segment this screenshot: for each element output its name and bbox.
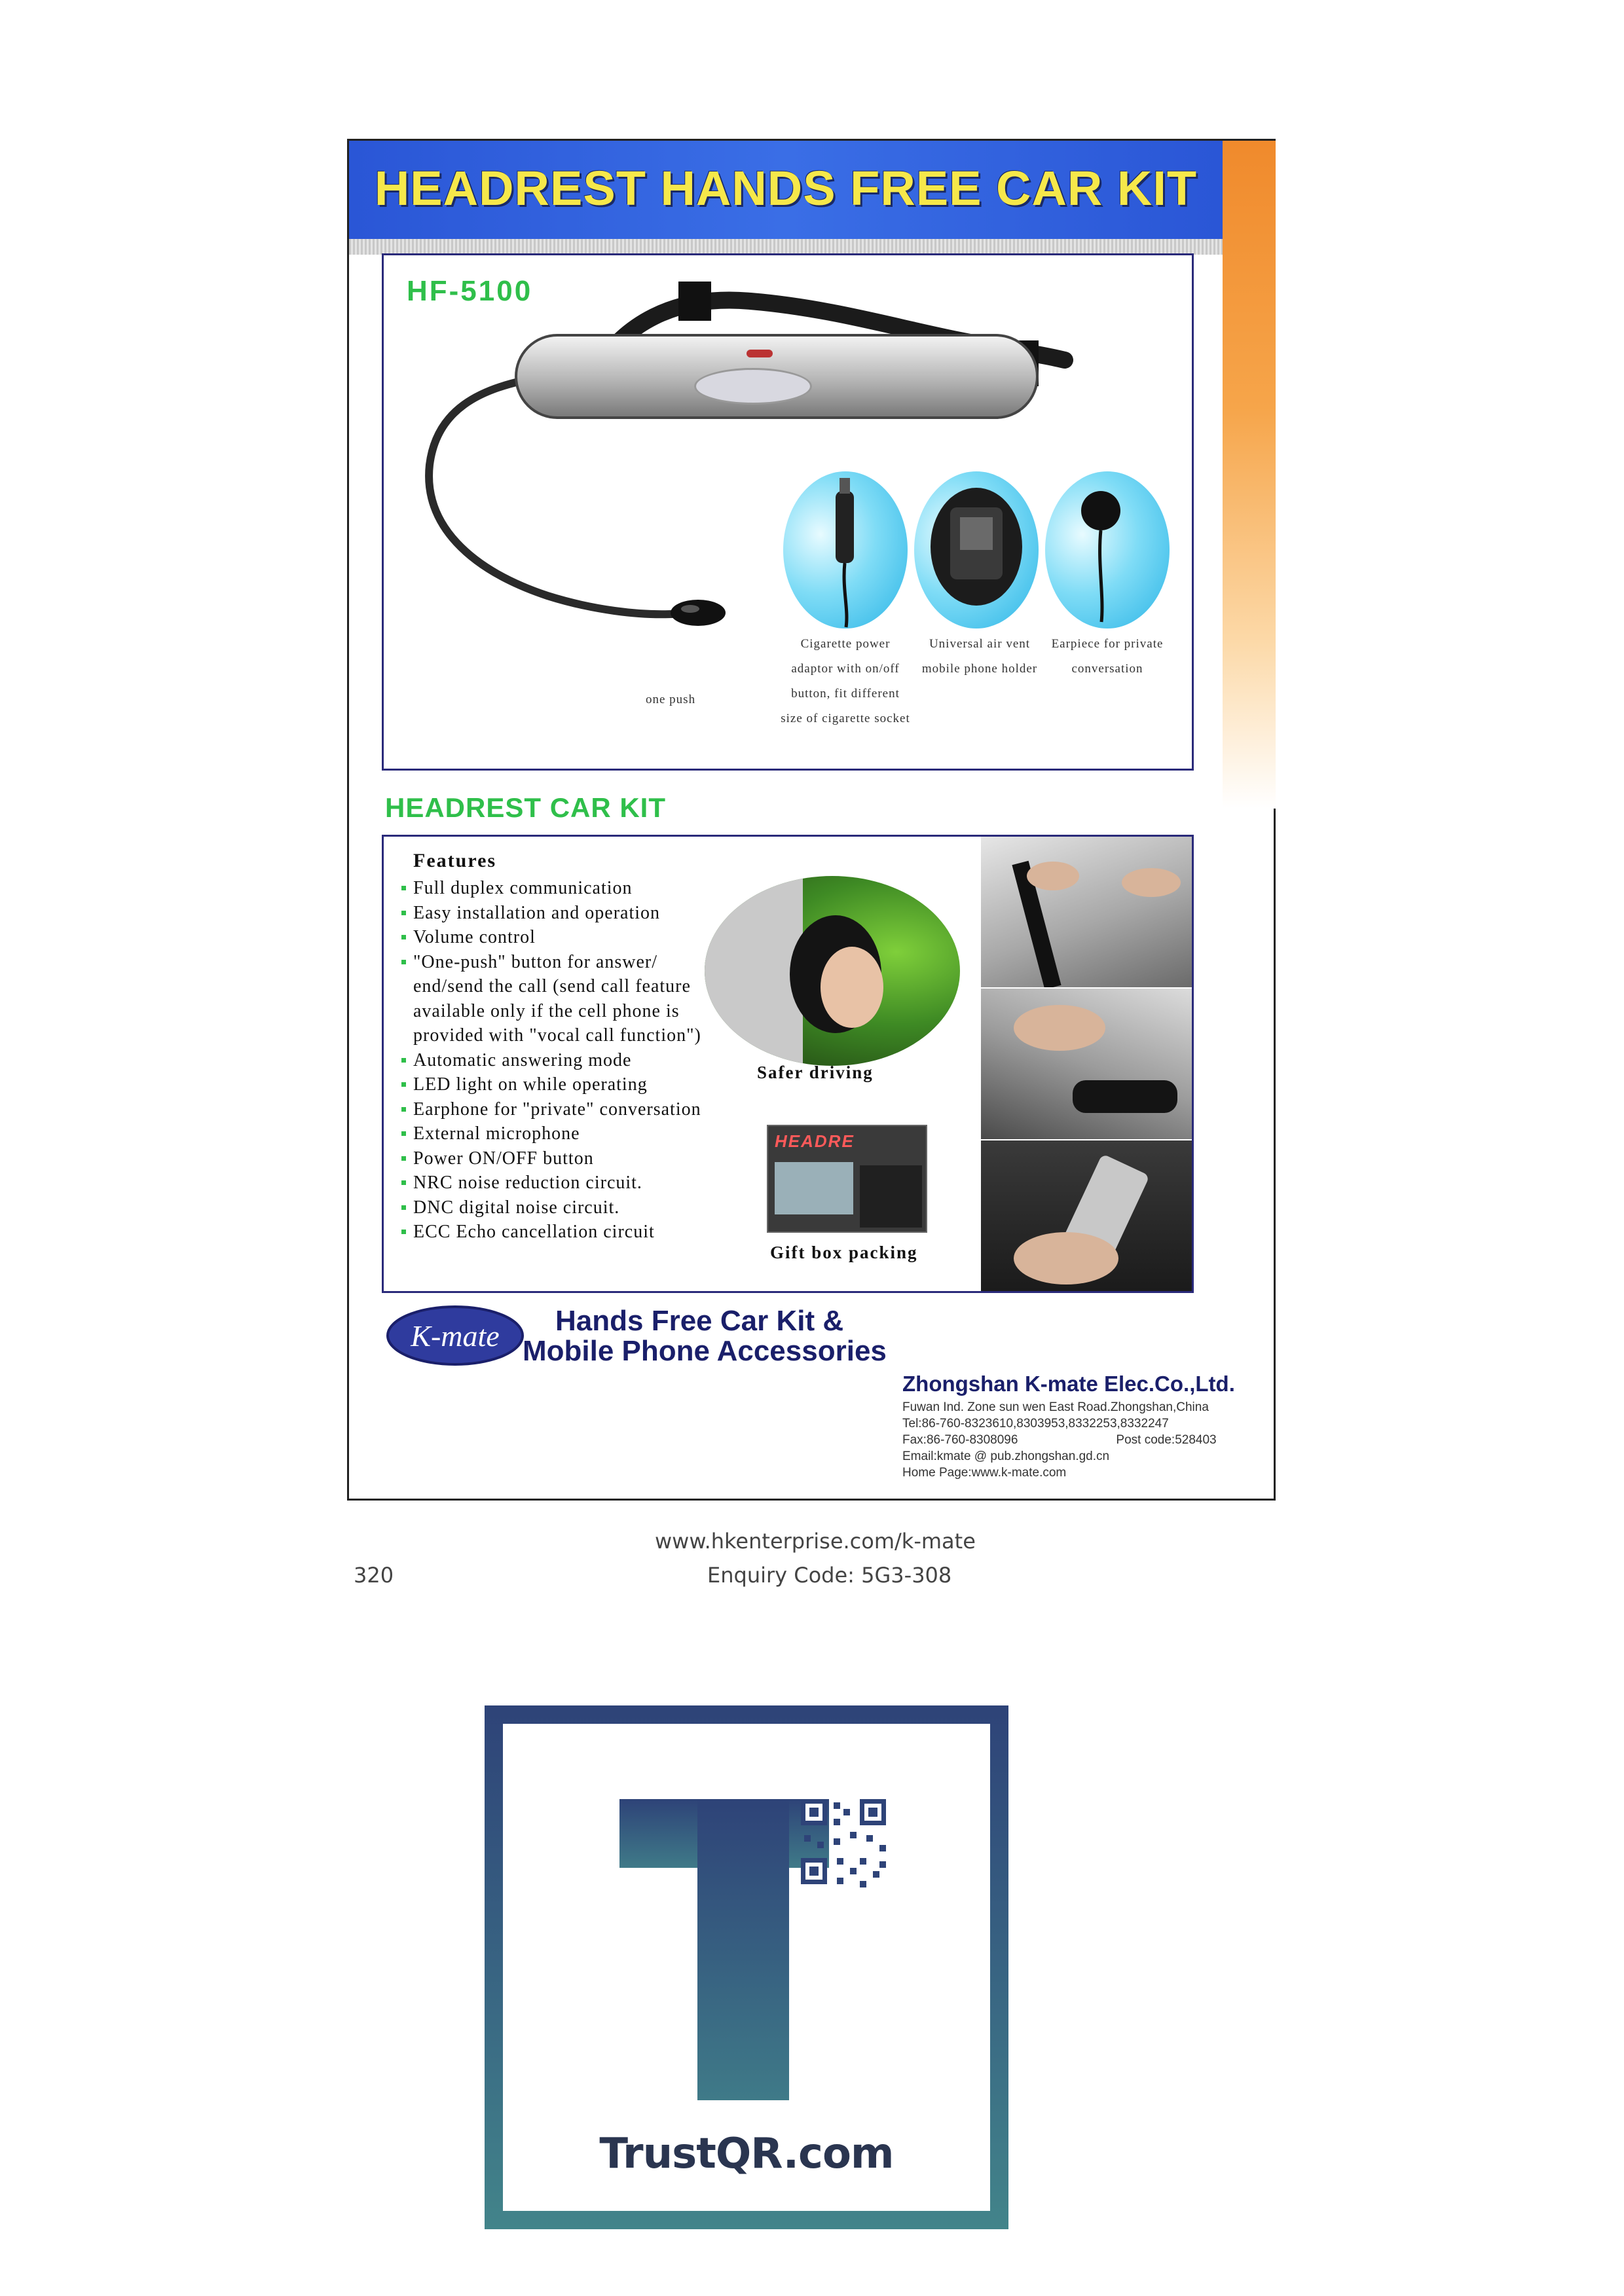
feature-item: ECC Echo cancellation circuit <box>400 1220 767 1245</box>
features-box <box>382 835 1194 1293</box>
company-email: Email:kmate @ pub.zhongshan.gd.cn <box>902 1449 1110 1463</box>
orange-side-stripe <box>1223 141 1276 809</box>
company-tagline: Hands Free Car Kit & Mobile Phone Accessories <box>523 1305 887 1367</box>
installation-photo-adaptor <box>981 989 1194 1139</box>
accessory-cigarette-adaptor <box>783 471 908 629</box>
cigarette-adaptor-icon <box>783 471 908 629</box>
company-homepage: Home Page:www.k-mate.com <box>902 1466 1067 1480</box>
one-push-label: one push <box>646 693 696 706</box>
trustqr-logo-icon <box>503 1724 990 2130</box>
feature-item: Power ON/OFF button <box>400 1146 767 1171</box>
page-number: 320 <box>354 1563 394 1588</box>
feature-item: Earphone for "private" conversation <box>400 1097 767 1122</box>
company-fax: Fax:86-760-8308096 <box>902 1433 1018 1447</box>
feature-item: "One-push" button for answer/ end/send the call (send call feature available only if the cell phone is provided with "vocal call function") <box>400 950 721 1048</box>
gift-box-label: HEADRE <box>775 1131 855 1151</box>
feature-list <box>400 876 767 1245</box>
enquiry-code: Enquiry Code: 5G3-308 <box>707 1563 952 1588</box>
features-title: Features <box>413 850 497 871</box>
accessory-phone-holder <box>914 471 1039 629</box>
trustqr-badge[interactable] <box>485 1705 1008 2229</box>
led-indicator <box>747 350 773 357</box>
feature-item: LED light on while operating <box>400 1072 767 1097</box>
feature-item: Volume control <box>400 925 767 950</box>
feature-item: External microphone <box>400 1121 767 1146</box>
phone-holder-icon <box>914 471 1039 629</box>
car-kit-device-image <box>515 334 1039 419</box>
model-number: HF-5100 <box>407 275 533 307</box>
company-name: Zhongshan K-mate Elec.Co.,Ltd. <box>902 1372 1235 1396</box>
product-box <box>382 253 1194 771</box>
driver-photo <box>705 876 960 1066</box>
advertisement <box>347 139 1276 1501</box>
accessory-earpiece <box>1045 471 1170 629</box>
svg-text:K-mate: K-mate <box>411 1319 500 1353</box>
feature-item: Easy installation and operation <box>400 901 767 926</box>
feature-item: Automatic answering mode <box>400 1048 767 1073</box>
safer-driving-caption: Safer driving <box>757 1063 874 1082</box>
speaker-grille <box>694 368 812 405</box>
earpiece-caption: Earpiece for private conversation <box>1051 637 1164 676</box>
banner-strip <box>349 239 1223 255</box>
feature-item: DNC digital noise circuit. <box>400 1195 767 1220</box>
phone-holder-caption: Universal air vent mobile phone holder <box>921 637 1038 676</box>
installation-photo-headrest <box>981 837 1194 987</box>
gift-box-caption: Gift box packing <box>770 1243 918 1262</box>
features-panel <box>400 850 767 1245</box>
k-mate-logo <box>385 1303 526 1368</box>
company-post-code: Post code:528403 <box>1116 1433 1217 1447</box>
section-title: HEADREST CAR KIT <box>385 792 667 823</box>
company-tel: Tel:86-760-8323610,8303953,8332253,8332247 <box>902 1417 1169 1430</box>
cigarette-adaptor-caption: Cigarette power adaptor with on/off button, fit different size of cigarette socket <box>781 637 910 725</box>
company-fax-row <box>902 1432 1235 1448</box>
title-banner <box>349 141 1223 239</box>
installation-photo-phone <box>981 1140 1194 1293</box>
company-address: Fuwan Ind. Zone sun wen East Road.Zhongshan,China <box>902 1400 1209 1414</box>
feature-item: NRC noise reduction circuit. <box>400 1171 767 1195</box>
gift-box-photo <box>767 1125 927 1233</box>
feature-item: Full duplex communication <box>400 876 767 901</box>
trustqr-text: TrustQR.com <box>599 2130 894 2178</box>
banner-title: HEADREST HANDS FREE CAR KIT <box>374 161 1198 215</box>
company-details <box>902 1372 1235 1481</box>
earpiece-icon <box>1045 471 1170 629</box>
footer-url[interactable]: www.hkenterprise.com/k-mate <box>655 1529 976 1554</box>
